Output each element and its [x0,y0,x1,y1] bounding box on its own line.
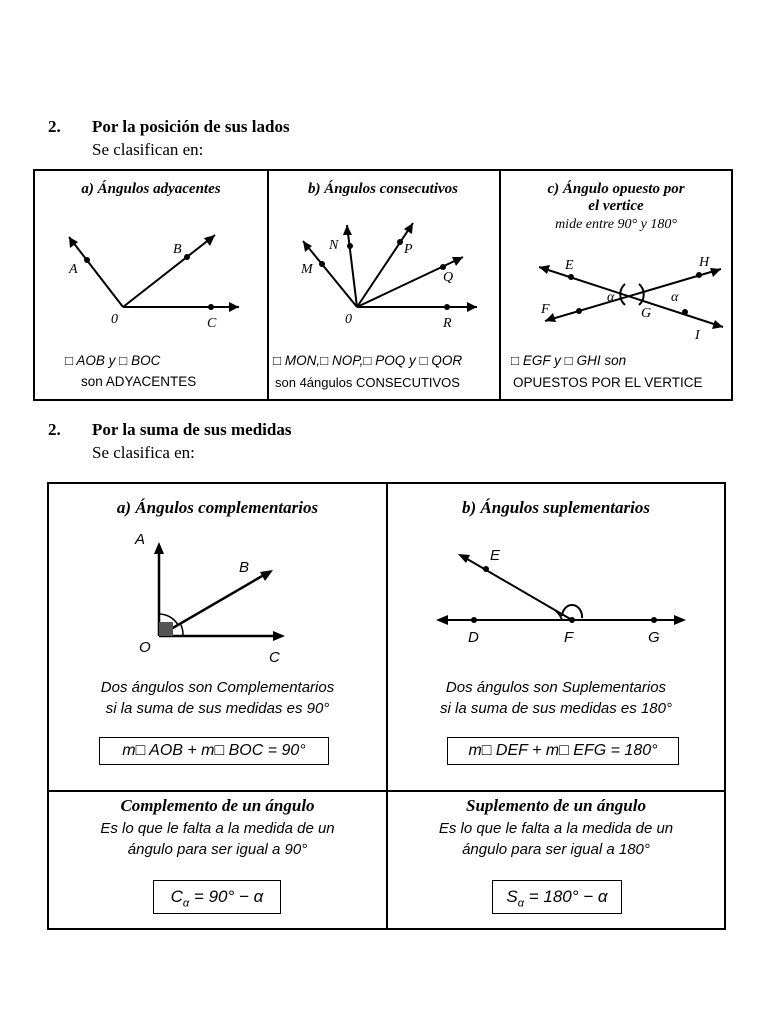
section1-title: Por la posición de sus lados [92,117,290,136]
label-o: O [139,639,151,656]
label-a: A [69,262,78,277]
opuesto-caption-2: OPUESTOS POR EL VERTICE [513,375,703,390]
suplemento-formula [492,880,622,914]
complementarios-formula: m□ AOB + m□ BOC = 90° [99,737,329,765]
label-g: G [641,306,652,321]
complemento-expression: = 90° − α [193,887,264,906]
suplementarios-text-2: si la suma de sus medidas es 180° [440,700,672,717]
label-c: C [269,649,280,666]
section2-table [47,482,726,930]
suplemento-subscript: α [517,897,524,910]
complementarios-text-2: si la suma de sus medidas es 90° [105,700,330,717]
section2-number: 2. [48,420,61,439]
label-alpha-right: α [671,290,679,305]
adyacentes-caption-1: □ AOB y □ BOC [65,353,161,368]
label-e: E [490,547,501,564]
table-divider [49,790,724,792]
label-g: G [648,629,660,646]
label-i: I [695,328,700,343]
section1-number: 2. [48,117,61,136]
section1-subtitle: Se clasifican en: [92,140,204,159]
section1-table [33,169,733,401]
label-alpha-left: α [607,290,615,305]
label-p: P [404,242,413,257]
label-r: R [443,316,452,331]
label-f: F [564,629,574,646]
suplemento-text-2: ángulo para ser igual a 180° [462,841,650,858]
suplementarios-text-1: Dos ángulos son Suplementarios [445,679,667,696]
suplementarios-title: b) Ángulos suplementarios [462,498,650,517]
label-e: E [565,258,574,273]
adyacentes-caption-2: son ADYACENTES [81,374,197,389]
label-n: N [329,238,339,253]
complemento-text-1: Es lo que le falta a la medida de un [100,820,335,837]
label-o: 0 [111,312,118,327]
section2-title: Por la suma de sus medidas [92,420,292,439]
label-d: D [468,629,479,646]
consecutivos-caption-2: son 4ángulos CONSECUTIVOS [275,375,460,390]
label-m: M [301,262,313,277]
section2-subtitle: Se clasifica en: [92,443,195,462]
label-f: F [541,302,550,317]
label-o: 0 [345,312,352,327]
label-b: B [173,242,182,257]
consecutivos-caption-1: □ MON,□ NOP,□ POQ y □ QOR [273,353,463,368]
cell-subtitle-opuesto: mide entre 90° y 180° [555,217,677,232]
suplemento-expression: = 180° − α [528,887,608,906]
suplemento-text-1: Es lo que le falta a la medida de un [438,820,674,837]
complemento-text-2: ángulo para ser igual a 90° [127,841,308,858]
complemento-subscript: α [182,897,190,910]
label-h: H [699,255,710,270]
opuesto-caption-1: □ EGF y □ GHI son [511,353,627,368]
complemento-symbol: C [170,887,183,906]
complementarios-text-1: Dos ángulos son Complementarios [100,679,335,696]
cell-title-adyacentes: a) Ángulos adyacentes [81,181,221,197]
cell-title-opuesto-line2: el vertice [588,198,644,214]
cell-title-opuesto-line1: c) Ángulo opuesto por [547,181,685,197]
label-c: C [207,316,217,331]
suplemento-title: Suplemento de un ángulo [466,796,646,815]
cell-title-consecutivos: b) Ángulos consecutivos [307,181,458,197]
complemento-title: Complemento de un ángulo [120,796,315,815]
suplementarios-formula: m□ DEF + m□ EFG = 180° [447,737,679,765]
label-a: A [135,531,146,548]
suplemento-symbol: S [506,887,518,906]
label-b: B [239,559,250,576]
complemento-formula [153,880,281,914]
label-q: Q [443,270,454,285]
complementarios-title: a) Ángulos complementarios [116,498,319,517]
